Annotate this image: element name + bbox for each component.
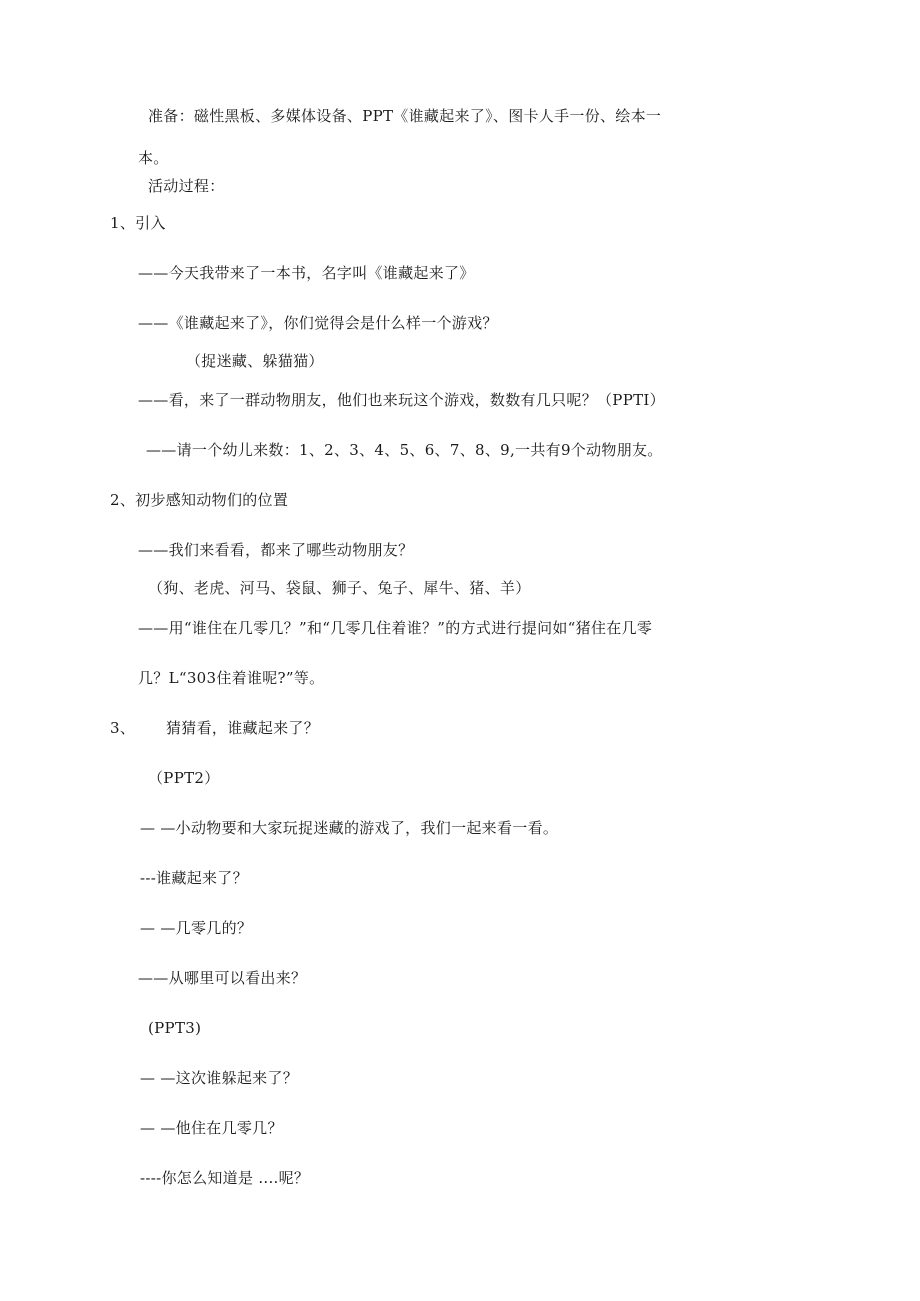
dialogue-line: ——用“谁住在几零几？”和“几零几住着谁？”的方式进行提问如“猪住在几零 (138, 619, 653, 637)
slide-note: （PPT2） (148, 769, 220, 787)
dialogue-line: — —小动物要和大家玩捉迷藏的游戏了，我们一起来看一看。 (140, 819, 559, 837)
dialogue-line: — —这次谁躲起来了？ (140, 1069, 299, 1087)
dialogue-line: ——看，来了一群动物朋友，他们也来玩这个游戏，数数有几只呢？（PPTI） (138, 391, 665, 409)
dialogue-line: ----你怎么知道是 ....呢？ (140, 1169, 310, 1187)
dialogue-line: ——请一个幼儿来数：1、2、3、4、5、6、7、8、9,一共有9个动物朋友。 (146, 441, 663, 459)
dialogue-line: ——《谁藏起来了》，你们觉得会是什么样一个游戏？ (138, 314, 498, 332)
prep-line-cont: 本。 (138, 149, 169, 167)
section-3-number: 3、 (110, 719, 136, 737)
section-2-heading: 2、初步感知动物们的位置 (110, 491, 289, 509)
section-1-heading: 1、引入 (110, 214, 166, 232)
answer-note: （狗、老虎、河马、袋鼠、狮子、兔子、犀牛、猪、羊） (148, 579, 531, 597)
dialogue-line: ——我们来看看，都来了哪些动物朋友？ (138, 541, 414, 559)
dialogue-line: ——今天我带来了一本书，名字叫《谁藏起来了》 (138, 264, 475, 282)
dialogue-line: — —几零几的？ (140, 919, 253, 937)
dialogue-line-cont: 几？L“303住着谁呢?”等。 (138, 669, 325, 687)
dialogue-line: ---谁藏起来了？ (140, 869, 248, 887)
process-heading: 活动过程： (148, 177, 225, 195)
section-3-heading: 猜猜看，谁藏起来了？ (166, 719, 320, 737)
dialogue-line: — —他住在几零几？ (140, 1119, 283, 1137)
slide-note: (PPT3) (148, 1019, 202, 1037)
dialogue-line: ——从哪里可以看出来？ (138, 969, 307, 987)
prep-line: 准备：磁性黑板、多媒体设备、PPT《谁藏起来了》、图卡人手一份、绘本一 (148, 107, 662, 125)
answer-note: （捉迷藏、躲猫猫） (186, 352, 324, 370)
